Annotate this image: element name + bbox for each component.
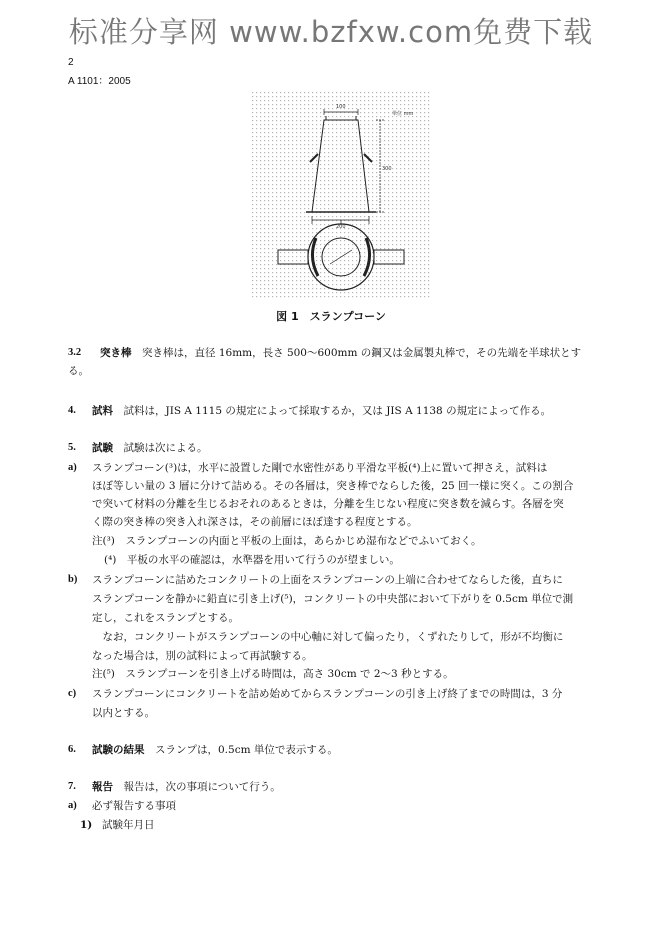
document-id: A 1101：2005 <box>68 76 131 87</box>
item-5b-line: スランプコーンを静かに鉛直に引き上げ(⁵)，コンクリートの中央部において下がりを 0.5cm 単位で測 <box>92 593 574 605</box>
section-7-number: 7. <box>68 781 76 792</box>
figure-background <box>252 92 430 300</box>
note-5: 注(⁵) スランプコーンを引き上げる時間は，高さ 30cm で 2～3 秒とする。 <box>92 668 454 680</box>
section-7-text: 報告は，次の事項について行う。 <box>123 781 281 793</box>
item-5a-line: で突いて材料の分離を生じるおそれのあるときは，分離を生じない程度に突き数を減らす。各層を突 <box>92 498 564 510</box>
note-3: 注(³) スランプコーンの内面と平板の上面は，あらかじめ湿布などでふいておく。 <box>92 535 482 547</box>
section-7-title: 報告 <box>92 781 113 793</box>
item-5c-line: スランプコーンにコンクリートを詰め始めてからスランプコーンの引き上げ終了までの時間は，3 分 <box>92 688 563 700</box>
section-4-number: 4. <box>68 405 76 416</box>
item-7a-text: 必ず報告する事項 <box>92 800 176 812</box>
figure-caption: 図 1 スランプコーン <box>276 310 386 323</box>
item-5a-line: く際の突き棒の突き入れ深さは，その前層にほぼ達する程度とする。 <box>92 516 418 528</box>
item-5a-line: ほぼ等しい量の 3 層に分けて詰める。その各層は，突き棒でならした後，25 回一様に突く。この割合 <box>92 480 574 492</box>
section-5-intro: 試験は次による。 <box>123 442 208 454</box>
item-7a1-label: 1) <box>80 819 93 831</box>
note-4: (⁴) 平板の水平の確認は，水準器を用いて行うのが望ましい。 <box>104 554 400 566</box>
item-5b-line: スランプコーンに詰めたコンクリートの上面をスランプコーンの上端に合わせてならした後，直ちに <box>92 574 563 586</box>
section-3-2 <box>100 345 581 361</box>
item-5a-label: a) <box>68 462 77 473</box>
section-4-title: 試料 <box>92 405 113 417</box>
item-5c-line: 以内とする。 <box>92 707 155 719</box>
item-5a-line: スランプコーン(³)は，水平に設置した剛で水密性があり平滑な平板(⁴)上に置いて押さえ，試料は <box>92 462 548 474</box>
section-7 <box>92 779 281 795</box>
slump-cone-figure <box>252 92 430 300</box>
item-5b-label: b) <box>68 574 78 585</box>
section-6-title: 試験の結果 <box>92 744 145 756</box>
section-3-2-number: 3.2 <box>68 347 82 358</box>
item-7a-label: a) <box>68 800 77 811</box>
item-5b-line: なお，コンクリートがスランプコーンの中心軸に対して偏ったり，くずれたりして，形が不均衡に <box>92 631 564 643</box>
section-3-2-title: 突き棒 <box>100 347 132 359</box>
section-5-number: 5. <box>68 442 76 453</box>
unit-label: 単位 mm <box>392 111 414 117</box>
dim-height: 300 <box>382 166 392 172</box>
section-3-2-line2: る。 <box>68 365 89 377</box>
dim-bottom: 200 <box>336 224 346 230</box>
section-5-title: 試験 <box>92 442 113 454</box>
section-4-text: 試料は，JIS A 1115 の規定によって採取するか，又は JIS A 1138 の規定によって作る。 <box>123 405 552 417</box>
page-number: 2 <box>68 57 74 68</box>
dim-top: 100 <box>336 104 346 110</box>
item-7a1-text: 試験年月日 <box>102 819 155 831</box>
section-6-text: スランプは，0.5cm 単位で表示する。 <box>155 744 338 756</box>
watermark: 标准分享网 www.bzfxw.com免费下载 <box>68 15 594 49</box>
section-4 <box>92 403 551 419</box>
item-5b-line: なった場合は，別の試料によって再試験する。 <box>92 650 313 662</box>
section-3-2-line1: 突き棒は，直径 16mm，長さ 500～600mm の鋼又は金属製丸棒で，その先端を半球状とす <box>142 347 582 359</box>
section-5 <box>92 440 208 456</box>
section-6-number: 6. <box>68 744 76 755</box>
item-5c-label: c) <box>68 688 77 699</box>
section-6 <box>92 742 338 758</box>
item-5b-line: 定し，これをスランプとする。 <box>92 612 239 624</box>
